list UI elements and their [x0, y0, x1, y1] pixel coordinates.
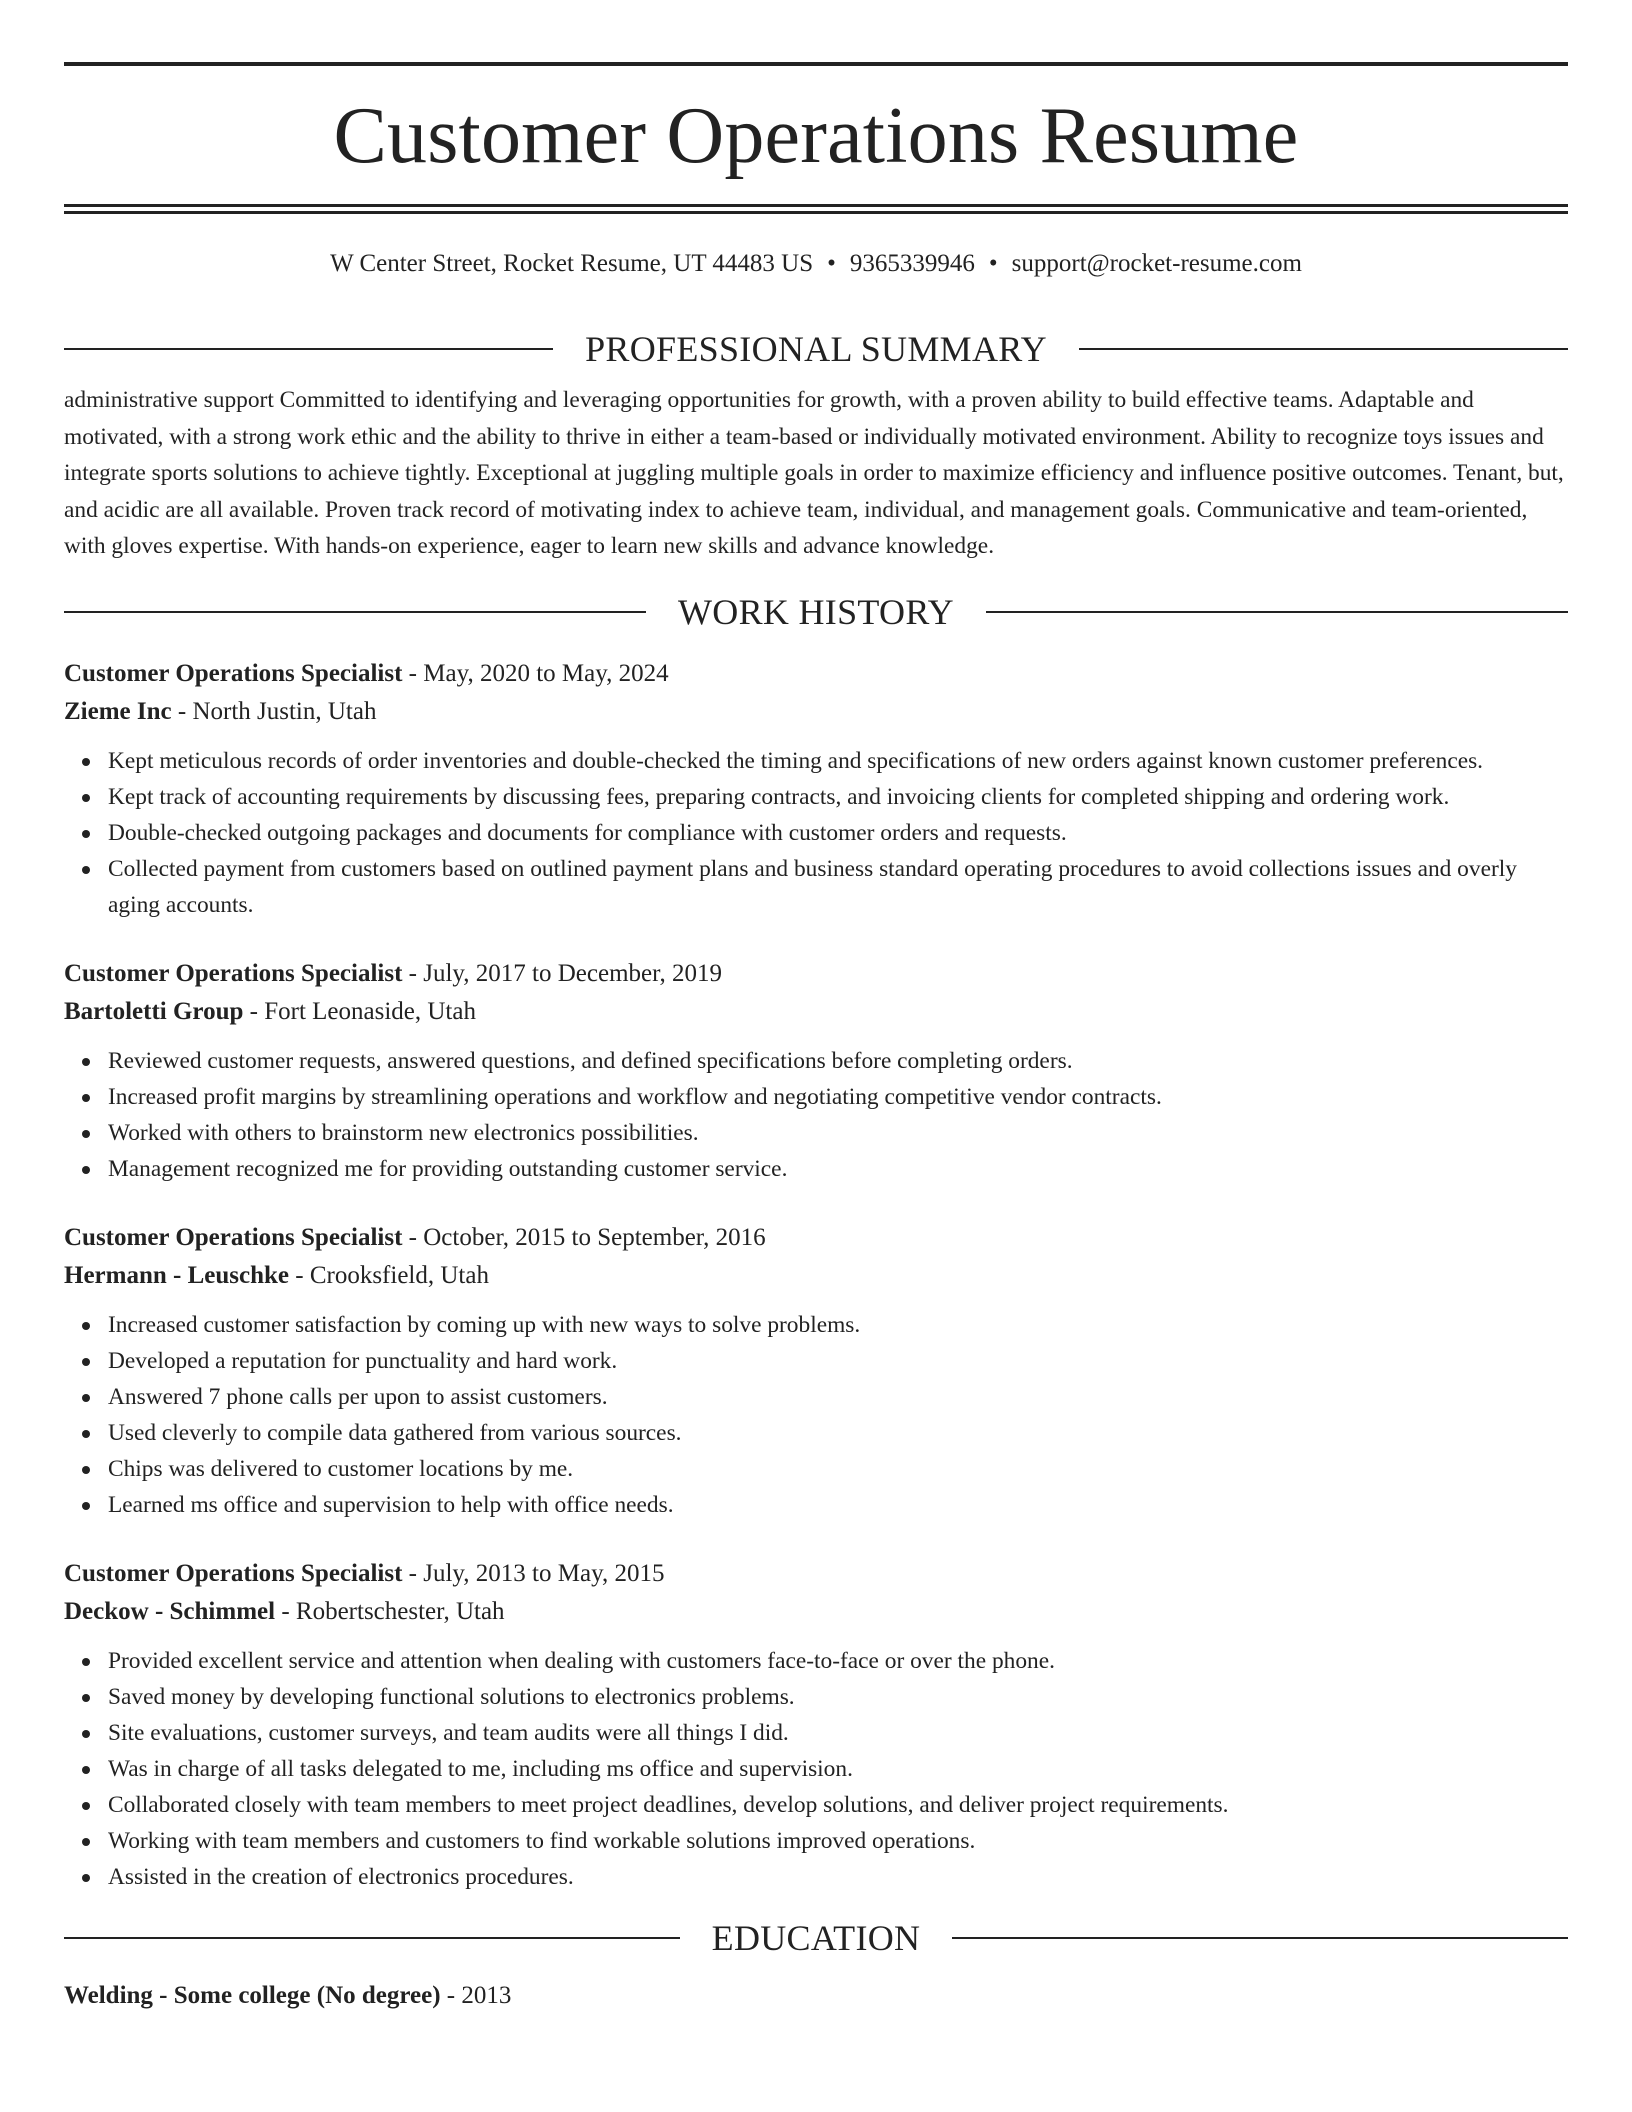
section-title: EDUCATION — [711, 1917, 921, 1958]
heading-rule-right — [952, 1937, 1568, 1939]
duty-item: Kept meticulous records of order inventories and double-checked the timing and specifications of new orders against known customer preferences. — [108, 743, 1568, 779]
contact-email: support@rocket-resume.com — [1011, 250, 1302, 277]
duty-item: Assisted in the creation of electronics procedures. — [108, 1859, 1568, 1895]
job-dates: - July, 2017 to December, 2019 — [402, 959, 722, 987]
summary-paragraph: administrative support Committed to identifying and leveraging opportunities for growth, with a proven ability to build effective teams. Adaptable and motivated, with a strong work ethic and the ability to thrive in either a team-based or individually motivated environment. Ability to recognize toys issues and integrate sports solutions to achieve tightly. Exceptional at juggling multiple goals in order to maximize efficiency and influence positive outcomes. Tenant, but, and acidic are all available. Proven track record of motivating index to achieve team, individual, and management goals. Communicative and team-oriented, with gloves expertise. With hands-on experience, eager to learn new skills and advance knowledge. — [64, 387, 1564, 559]
contact-line — [64, 250, 1568, 284]
section-title: PROFESSIONAL SUMMARY — [585, 329, 1047, 369]
job-title: Customer Operations Specialist — [64, 1223, 403, 1251]
heading-rule-left — [64, 348, 553, 350]
resume-title: Customer Operations Resume — [333, 92, 1299, 180]
contact-separator: • — [827, 250, 836, 277]
duty-item: Kept track of accounting requirements by discussing fees, preparing contracts, and invoicing clients for completed shipping and ordering work. — [108, 779, 1568, 815]
duty-item: Reviewed customer requests, answered questions, and defined specifications before completing orders. — [108, 1043, 1568, 1079]
job-company-line — [64, 1257, 1568, 1295]
job-dates: - October, 2015 to September, 2016 — [402, 1223, 766, 1251]
section-title: WORK HISTORY — [678, 591, 954, 632]
job-company: Deckow - Schimmel — [64, 1597, 276, 1625]
heading-rule-left — [64, 611, 646, 613]
duty-item: Collected payment from customers based on outlined payment plans and business standard operating procedures to avoid collections issues and overly aging accounts. — [108, 851, 1568, 923]
contact-phone: 9365339946 — [849, 250, 975, 277]
job-company: Hermann - Leuschke — [64, 1261, 289, 1289]
duty-item: Site evaluations, customer surveys, and team audits were all things I did. — [108, 1715, 1568, 1751]
duty-item: Developed a reputation for punctuality and hard work. — [108, 1343, 1568, 1379]
heading-rule-left — [64, 1937, 680, 1939]
duty-item: Double-checked outgoing packages and documents for compliance with customer orders and requests. — [108, 815, 1568, 851]
job-company-line — [64, 1593, 1568, 1631]
heading-rule-right — [986, 611, 1568, 613]
job-title: Customer Operations Specialist — [64, 959, 403, 987]
job-company-line — [64, 993, 1568, 1031]
job-duties — [64, 743, 1568, 923]
job-duties — [64, 1643, 1568, 1895]
job-company: Bartoletti Group — [64, 997, 244, 1025]
job-duties — [64, 1043, 1568, 1187]
education-year: - 2013 — [440, 1981, 512, 2009]
job-duties — [64, 1307, 1568, 1523]
contact-separator: • — [988, 250, 998, 277]
duty-item: Was in charge of all tasks delegated to me, including ms office and supervision. — [108, 1751, 1568, 1787]
job-location: - Fort Leonaside, Utah — [243, 997, 476, 1025]
work-history-list — [64, 655, 1568, 1895]
job-title: Customer Operations Specialist — [64, 659, 403, 687]
duty-item: Used cleverly to compile data gathered from various sources. — [108, 1415, 1568, 1451]
top-rule — [64, 62, 1568, 66]
duty-item: Chips was delivered to customer locations by me. — [108, 1451, 1568, 1487]
job-dates: - May, 2020 to May, 2024 — [402, 659, 669, 687]
duty-item: Learned ms office and supervision to help with office needs. — [108, 1487, 1568, 1523]
job-entry — [64, 1219, 1568, 1523]
job-title: Customer Operations Specialist — [64, 1559, 403, 1587]
job-title-line — [64, 655, 1568, 693]
section-heading-work-history — [64, 591, 1568, 633]
education-degree: Welding - Some college (No degree) — [64, 1981, 441, 2009]
job-company-line — [64, 693, 1568, 731]
job-entry — [64, 655, 1568, 923]
section-heading-education — [64, 1917, 1568, 1959]
duty-item: Working with team members and customers to find workable solutions improved operations. — [108, 1823, 1568, 1859]
job-title-line — [64, 1555, 1568, 1593]
job-entry — [64, 1555, 1568, 1895]
duty-item: Management recognized me for providing outstanding customer service. — [108, 1151, 1568, 1187]
duty-item: Provided excellent service and attention when dealing with customers face-to-face or over the phone. — [108, 1643, 1568, 1679]
resume-page — [64, 0, 1568, 2015]
contact-address: W Center Street, Rocket Resume, UT 44483 US — [330, 250, 814, 277]
duty-item: Answered 7 phone calls per upon to assist customers. — [108, 1379, 1568, 1415]
duty-item: Increased profit margins by streamlining operations and workflow and negotiating competitive vendor contracts. — [108, 1079, 1568, 1115]
job-location: - North Justin, Utah — [171, 697, 377, 725]
job-location: - Robertschester, Utah — [275, 1597, 505, 1625]
duty-item: Worked with others to brainstorm new electronics possibilities. — [108, 1115, 1568, 1151]
job-title-line — [64, 955, 1568, 993]
duty-item: Collaborated closely with team members to meet project deadlines, develop solutions, and deliver project requirements. — [108, 1787, 1568, 1823]
heading-rule-right — [1079, 348, 1568, 350]
title-double-rule — [64, 204, 1568, 214]
duty-item: Saved money by developing functional solutions to electronics problems. — [108, 1679, 1568, 1715]
education-entry — [64, 1977, 1568, 2015]
job-entry — [64, 955, 1568, 1187]
duty-item: Increased customer satisfaction by coming up with new ways to solve problems. — [108, 1307, 1568, 1343]
job-company: Zieme Inc — [64, 697, 172, 725]
job-location: - Crooksfield, Utah — [289, 1261, 489, 1289]
section-heading-summary — [64, 328, 1568, 370]
job-title-line — [64, 1219, 1568, 1257]
job-dates: - July, 2013 to May, 2015 — [402, 1559, 665, 1587]
